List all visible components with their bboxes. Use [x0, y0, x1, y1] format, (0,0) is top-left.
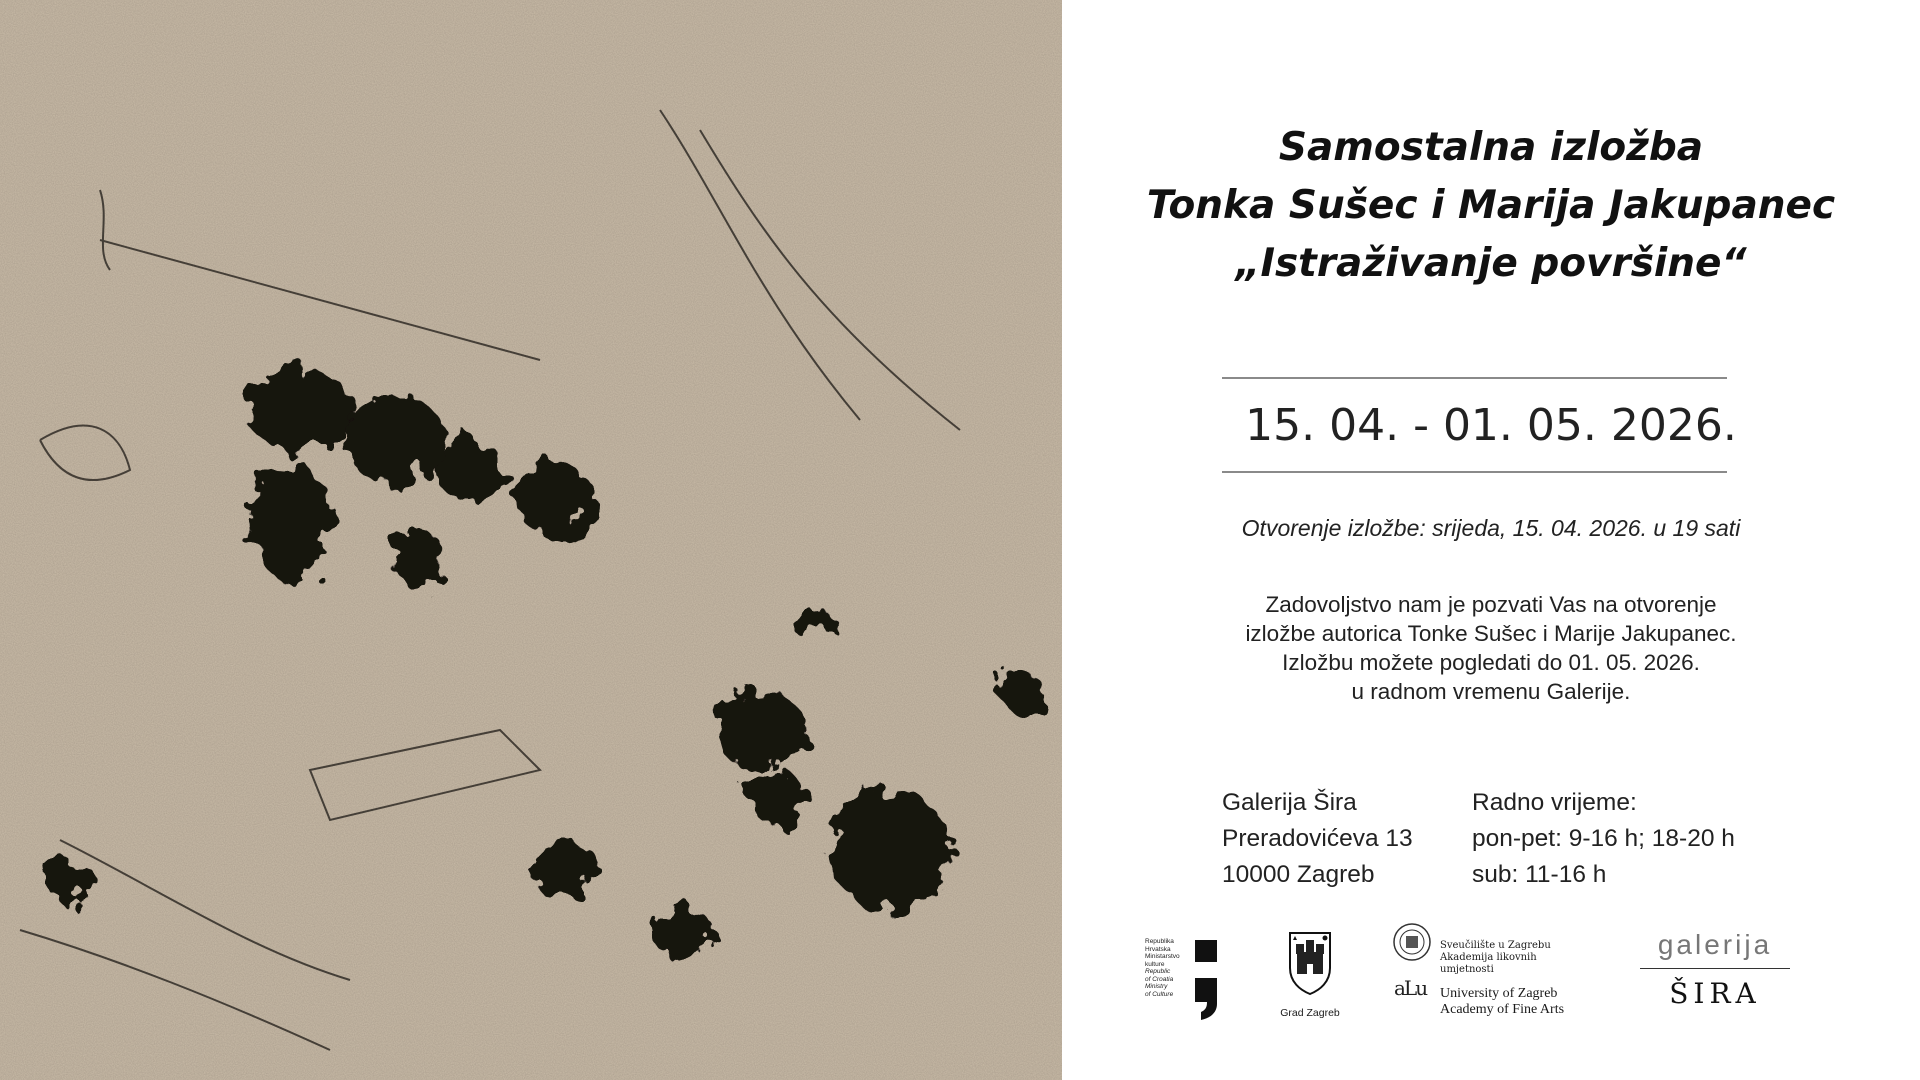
- semicolon-mark-icon: [1193, 938, 1221, 1020]
- galerija-sira-logo: [1640, 928, 1790, 1020]
- invitation-line: u radnom vremenu Galerije.: [1351, 679, 1631, 704]
- venue-street: Preradovićeva 13: [1222, 825, 1413, 852]
- hours-heading: Radno vrijeme:: [1472, 789, 1637, 816]
- academy-name-hr: Sveučilište u Zagrebu Akademija likovnih umjetnosti: [1440, 940, 1551, 975]
- alu-mark: aLu: [1394, 976, 1427, 1000]
- venue-city: 10000 Zagreb: [1222, 861, 1375, 888]
- exhibition-dates: 15. 04. - 01. 05. 2026.: [1245, 400, 1737, 451]
- invitation-line: Zadovoljstvo nam je pozvati Vas na otvorenje: [1265, 592, 1717, 617]
- title-exhibition-name: „Istraživanje površine“: [1235, 241, 1747, 286]
- ministry-logo-text: Republika Hrvatska Ministarstvo kulture Republic of Croatia Ministry of Culture: [1145, 938, 1180, 998]
- academy-name-en: University of Zagreb Academy of Fine Arts: [1440, 986, 1565, 1017]
- opening-hours: [1472, 785, 1735, 893]
- galerija-wordmark: galerija: [1657, 929, 1773, 960]
- invitation-line: Izložbu možete pogledati do 01. 05. 2026.: [1282, 650, 1700, 675]
- venue-address: [1222, 785, 1413, 893]
- ministry-of-culture-logo: [1145, 938, 1225, 1020]
- info-panel: [1062, 0, 1920, 1080]
- university-seal-icon: [1392, 922, 1432, 962]
- sira-wordmark: ŠIRA: [1669, 977, 1761, 1010]
- grad-zagreb-logo: [1280, 930, 1340, 1020]
- title-line-1: Samostalna izložba: [1278, 125, 1704, 170]
- academy-of-fine-arts-logo: [1392, 922, 1592, 1022]
- zagreb-coat-of-arms-icon: [1287, 930, 1333, 996]
- title-artists: Tonka Sušec i Marija Jakupanec: [1146, 183, 1836, 228]
- divider-bottom: [1222, 471, 1727, 473]
- divider-top: [1222, 377, 1727, 379]
- opening-info: Otvorenje izložbe: srijeda, 15. 04. 2026. u 19 sati: [1241, 515, 1741, 541]
- invitation-text: [1062, 590, 1920, 706]
- hours-saturday: sub: 11-16 h: [1472, 861, 1607, 888]
- venue-name: Galerija Šira: [1222, 789, 1357, 816]
- hours-weekday: pon-pet: 9-16 h; 18-20 h: [1472, 825, 1735, 852]
- invitation-line: izložbe autorica Tonke Sušec i Marije Jakupanec.: [1245, 621, 1737, 646]
- logo-divider: [1640, 968, 1790, 969]
- city-label: Grad Zagreb: [1280, 1007, 1340, 1019]
